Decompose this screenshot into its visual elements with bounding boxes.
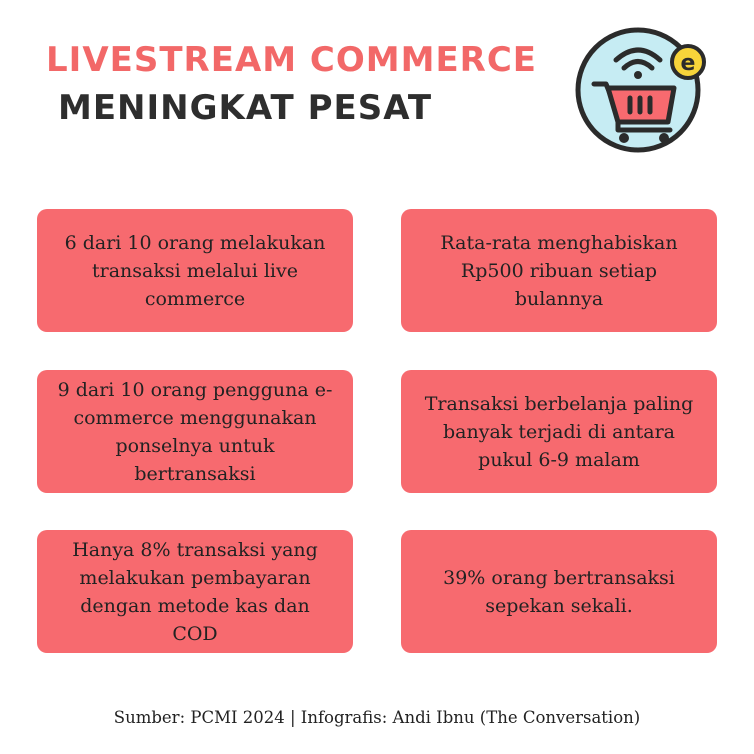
fact-text: 6 dari 10 orang melakukan transaksi melalui live commerce <box>64 231 326 310</box>
fact-text: Rata-rata menghabiskan Rp500 ribuan setiap bulannya <box>440 231 678 310</box>
fact-text: 39% orang bertransaksi sepekan sekali. <box>443 566 675 617</box>
fact-card <box>401 209 717 332</box>
title-line-2: MENINGKAT PESAT <box>58 88 433 128</box>
source-credit: Sumber: PCMI 2024 | Infografis: Andi Ibnu (The Conversation) <box>113 708 641 727</box>
facts-grid <box>37 209 717 653</box>
logo-badge-letter: e <box>680 51 696 76</box>
fact-text: Transaksi berbelanja paling banyak terjadi di antara pukul 6-9 malam <box>424 392 694 471</box>
fact-card <box>37 370 353 493</box>
fact-text: Hanya 8% transaksi yang melakukan pembayaran dengan metode kas dan COD <box>72 538 318 645</box>
fact-card <box>37 530 353 653</box>
fact-card <box>401 530 717 653</box>
title-line-1: LIVESTREAM COMMERCE <box>46 40 538 80</box>
fact-card <box>401 370 717 493</box>
fact-card <box>37 209 353 332</box>
fact-text: 9 dari 10 orang pengguna e-commerce menggunakan ponselnya untuk bertransaksi <box>57 378 333 485</box>
shopping-cart-wifi-icon <box>572 18 710 156</box>
